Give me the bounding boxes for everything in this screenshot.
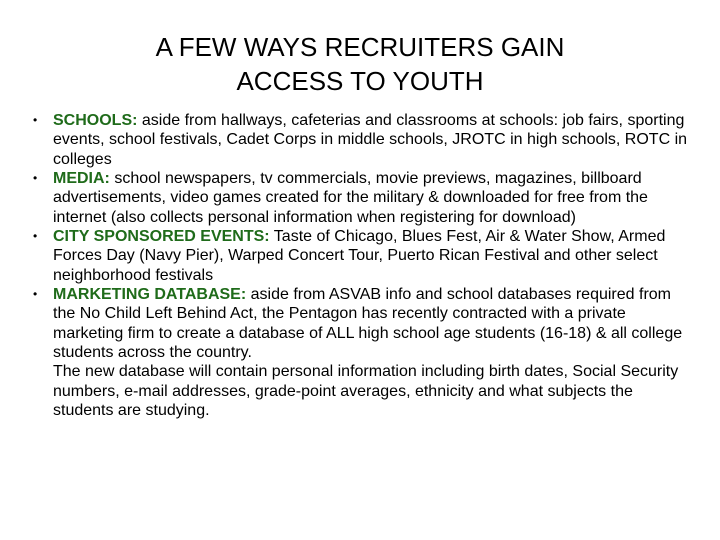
slide-title xyxy=(0,30,720,98)
bullet-label-marketing-database: MARKETING DATABASE: xyxy=(53,286,247,304)
bullet-text-marketing-database: aside from ASVAB info and school databases required from the No Child Left Behind Act, the Pentagon has recently contracted with a private marketing firm to create a database of ALL high school age students (16-18) & all college students across the country. xyxy=(53,286,683,362)
bullet-list xyxy=(33,111,695,421)
bullet-item-marketing-database xyxy=(33,285,695,362)
database-follow-paragraph: The new database will contain personal information including birth dates, Social Security numbers, e-mail addresses, grade-point averages, ethnicity and what subjects the students are studying. xyxy=(53,363,679,420)
bullet-item-schools xyxy=(33,111,695,169)
bullet-item-media xyxy=(33,169,695,227)
bullet-dot-icon: • xyxy=(33,229,38,244)
bullet-text-schools: aside from hallways, cafeterias and classrooms at schools: job fairs, sporting events, school festivals, Cadet Corps in middle schools, JROTC in high schools, ROTC in colleges xyxy=(53,112,688,168)
slide-title-line-2: ACCESS TO YOUTH xyxy=(236,66,484,96)
bullet-label-city-events: CITY SPONSORED EVENTS: xyxy=(53,228,270,246)
bullet-label-media: MEDIA: xyxy=(53,170,110,188)
bullet-dot-icon: • xyxy=(33,113,38,127)
bullet-text-city-events: Taste of Chicago, Blues Fest, Air & Water Show, Armed Forces Day (Navy Pier), Warped Concert Tour, Puerto Rican Festival and other select neighborhood festivals xyxy=(53,228,666,284)
bullet-text-media: school newspapers, tv commercials, movie previews, magazines, billboard advertisements, video games created for the military & downloaded for free from the internet (also collects personal information when registering for download) xyxy=(53,170,648,226)
slide-title-line-1: A FEW WAYS RECRUITERS GAIN xyxy=(155,32,565,62)
bullet-item-city-events xyxy=(33,227,695,285)
bullet-dot-icon: • xyxy=(33,287,38,302)
bullet-dot-icon: • xyxy=(33,171,38,186)
bullet-label-schools: SCHOOLS: xyxy=(53,112,138,129)
